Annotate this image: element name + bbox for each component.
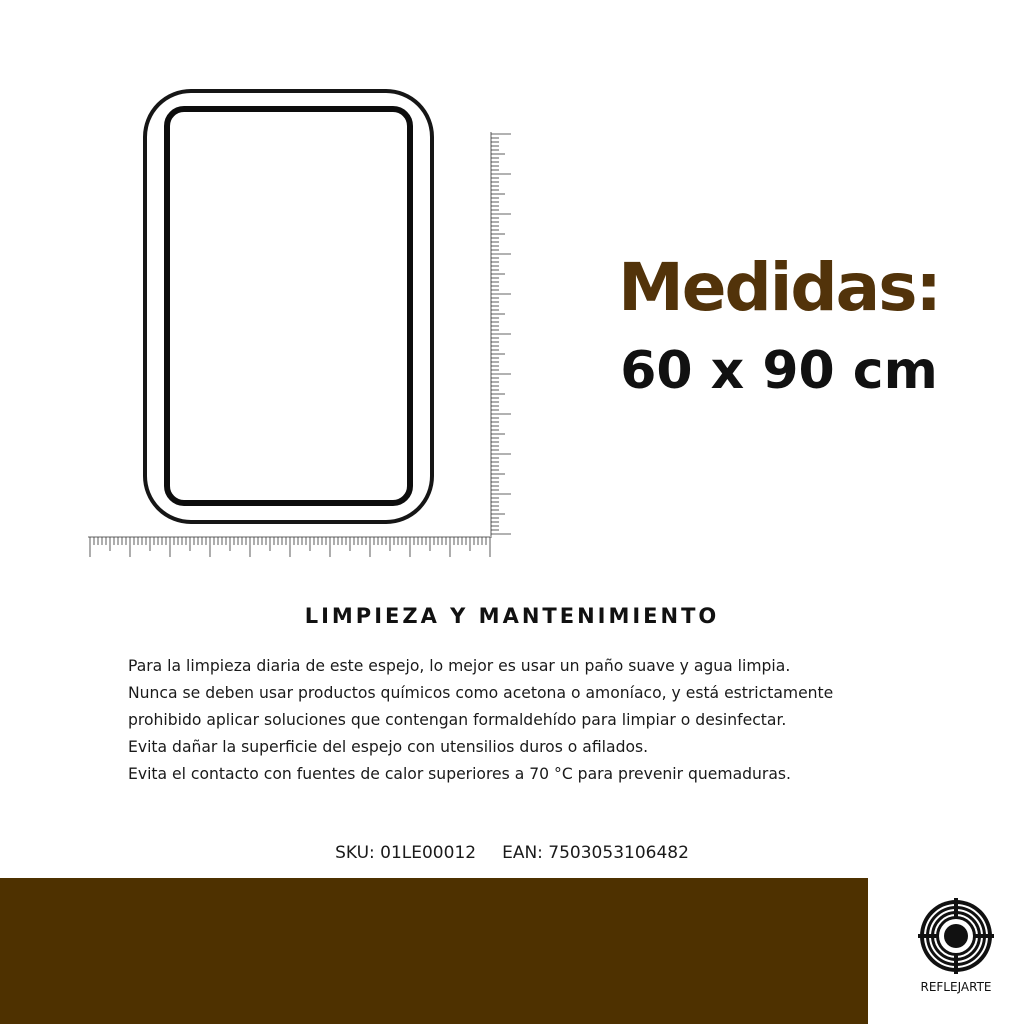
- care-instructions: [128, 653, 928, 788]
- care-line: Evita el contacto con fuentes de calor superiores a 70 °C para prevenir quemaduras.: [128, 765, 791, 783]
- care-line: Para la limpieza diaria de este espejo, lo mejor es usar un paño suave y agua limpia.: [128, 657, 791, 675]
- care-line: prohibido aplicar soluciones que contengan formaldehído para limpiar o desinfectar.: [128, 711, 787, 729]
- horizontal-ruler-icon: [88, 534, 492, 558]
- product-codes: [0, 840, 1024, 866]
- vertical-ruler-icon: [488, 132, 512, 536]
- care-heading: LIMPIEZA Y MANTENIMIENTO: [304, 604, 720, 628]
- footer-band: [0, 878, 868, 1024]
- brand-logo-icon: [918, 898, 994, 974]
- measures-title: Medidas:: [618, 249, 940, 326]
- mirror-illustration-inner-frame: [164, 106, 413, 506]
- ean-code: EAN: 7503053106482: [502, 843, 689, 863]
- care-line: Nunca se deben usar productos químicos como acetona o amoníaco, y está estrictamente: [128, 684, 834, 702]
- measures-value: 60 x 90 cm: [620, 341, 938, 401]
- brand-name: REFLEJARTE: [920, 980, 992, 994]
- sku-code: SKU: 01LE00012: [335, 843, 477, 863]
- care-line: Evita dañar la superficie del espejo con utensilios duros o afilados.: [128, 738, 649, 756]
